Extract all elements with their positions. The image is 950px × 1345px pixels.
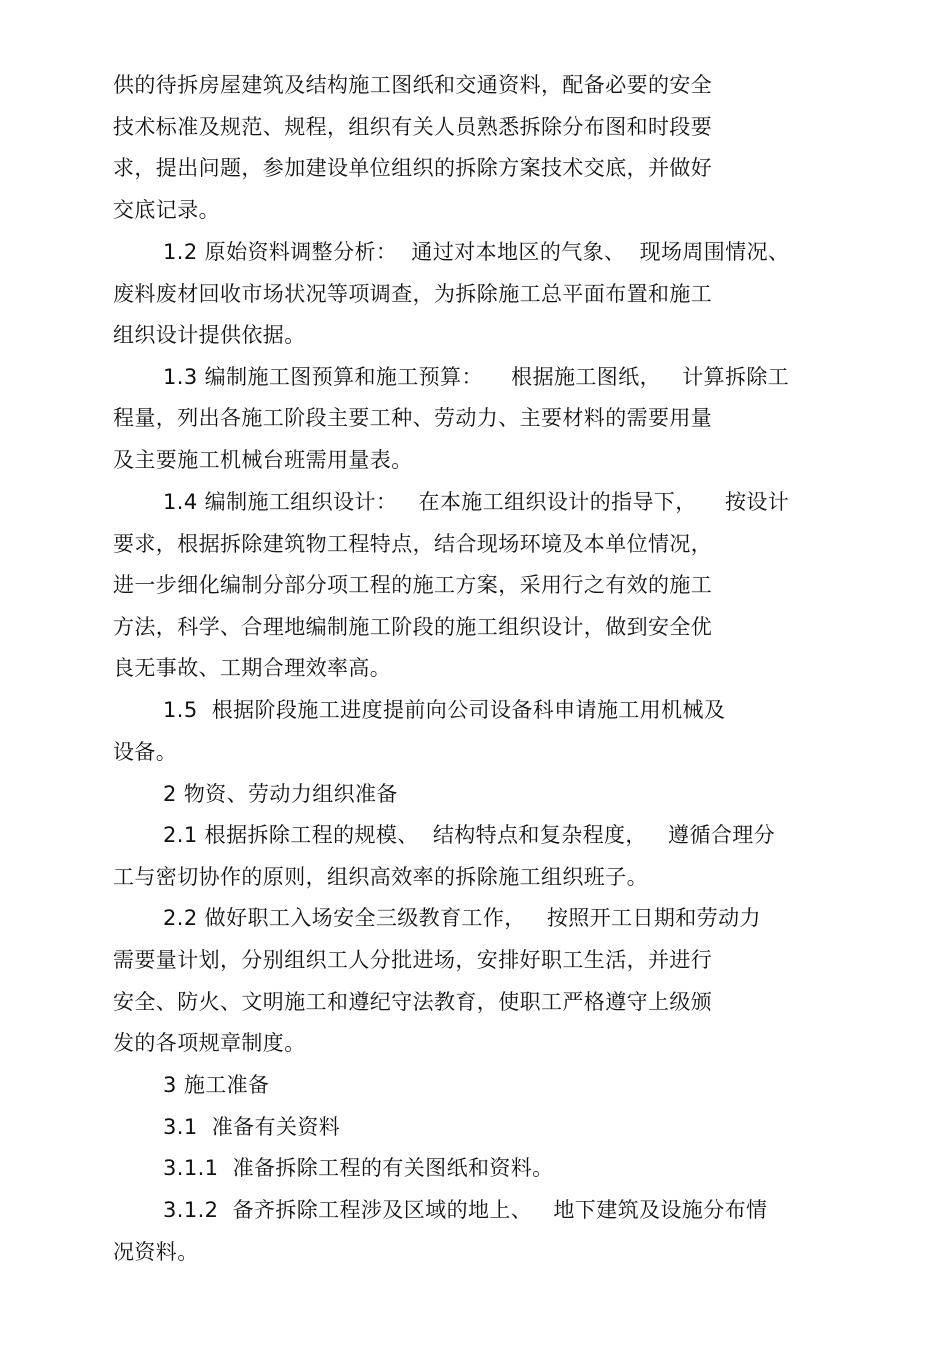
text-line: 及主要施工机械台班需用量表。 [113,448,413,472]
text-line: 方法，科学、合理地编制施工阶段的施工组织设计，做到安全优 [113,615,713,639]
section-3-1-heading: 3.1 准备有关资料 [163,1115,341,1139]
text-line: 求，提出问题，参加建设单位组织的拆除方案技术交底，并做好 [113,156,713,180]
text-line: 组织设计提供依据。 [113,323,306,347]
section-1-4-heading: 1.4 编制施工组织设计： 在本施工组织设计的指导下， 按设计 [163,490,790,514]
text-line: 废料废材回收市场状况等项调查，为拆除施工总平面布置和施工 [113,282,713,306]
text-line: 况资料。 [113,1240,199,1264]
text-line: 发的各项规章制度。 [113,1031,306,1055]
text-line: 安全、防火、文明施工和遵纪守法教育，使职工严格遵守上级颁 [113,990,713,1014]
section-2-1-heading: 2.1 根据拆除工程的规模、 结构特点和复杂程度， 遵循合理分 [163,823,776,847]
text-line: 程量，列出各施工阶段主要工种、劳动力、主要材料的需要用量 [113,406,713,430]
section-1-2-heading: 1.2 原始资料调整分析： 通过对本地区的气象、 现场周围情况、 [163,240,790,264]
section-1-3-heading: 1.3 编制施工图预算和施工预算： 根据施工图纸， 计算拆除工 [163,365,790,389]
section-3-1-2-heading: 3.1.2 备齐拆除工程涉及区域的地上、 地下建筑及设施分布情 [163,1198,768,1222]
text-line: 需要量计划，分别组织工人分批进场，安排好职工生活，并进行 [113,948,713,972]
section-2-heading: 2 物资、劳动力组织准备 [163,782,398,806]
text-line: 设备。 [113,740,178,764]
section-3-1-1-heading: 3.1.1 准备拆除工程的有关图纸和资料。 [163,1156,554,1180]
text-line: 供的待拆房屋建筑及结构施工图纸和交通资料，配备必要的安全 [113,73,713,97]
section-3-heading: 3 施工准备 [163,1073,270,1097]
text-line: 要求，根据拆除建筑物工程特点，结合现场环境及本单位情况， [113,532,713,556]
text-line: 交底记录。 [113,198,220,222]
text-line: 进一步细化编制分部分项工程的施工方案，采用行之有效的施工 [113,573,713,597]
text-line: 工与密切协作的原则，组织高效率的拆除施工组织班子。 [113,865,648,889]
text-line: 良无事故、工期合理效率高。 [113,656,392,680]
section-2-2-heading: 2.2 做好职工入场安全三级教育工作， 按照开工日期和劳动力 [163,906,761,930]
section-1-5-heading: 1.5 根据阶段施工进度提前向公司设备科申请施工用机械及 [163,698,726,722]
text-line: 技术标准及规范、规程，组织有关人员熟悉拆除分布图和时段要 [113,115,713,139]
